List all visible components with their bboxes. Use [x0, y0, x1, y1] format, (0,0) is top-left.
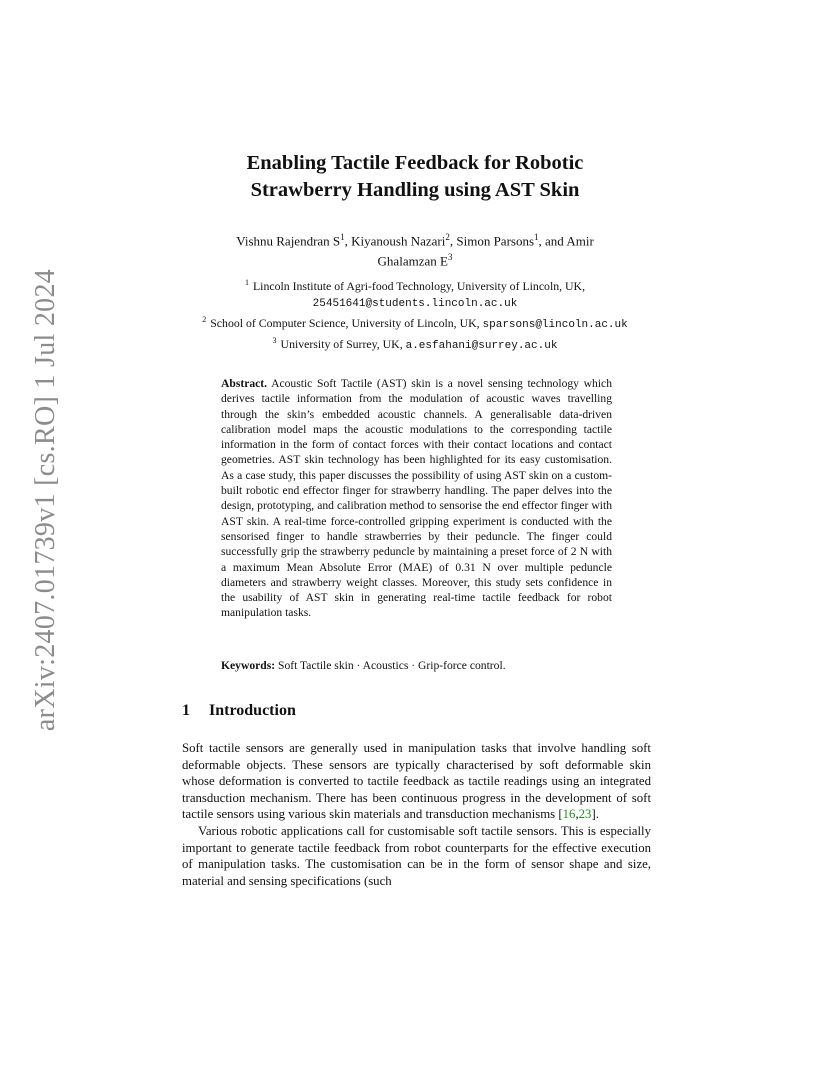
affiliation-email[interactable]: 25451641@students.lincoln.ac.uk [312, 297, 518, 310]
author-name: Simon Parsons [456, 233, 535, 249]
affiliation-3 [150, 333, 680, 354]
abstract-label: Abstract. [221, 377, 268, 390]
author-affiliation-mark: 1 [534, 232, 539, 242]
affiliation-text: Lincoln Institute of Agri-food Technology, University of Lincoln, UK, [252, 278, 586, 293]
keywords [221, 658, 612, 673]
paragraph-1 [182, 740, 651, 823]
affiliation-text: University of Surrey, UK, [280, 336, 406, 351]
citation-link[interactable]: 16 [562, 807, 576, 822]
affiliation-list [150, 275, 680, 354]
author-name: Vishnu Rajendran S [236, 233, 341, 249]
affiliation-2 [150, 312, 680, 333]
author-name: Kiyanoush Nazari [351, 233, 446, 249]
abstract-text: Acoustic Soft Tactile (AST) skin is a novel sensing technology which derives tactile information from the modulation of acoustic waves travelling through the skin’s embedded acoustic channels. A generalisable data-driven calibration model maps the acoustic modulations to the corresponding tactile information in the form of contact forces with their contact locations and contact geometries. AST skin technology has been highlighted for its easy customisation. As a case study, this paper discusses the possibility of using AST skin on a custom-built robotic end effector finger for strawberry handling. The paper delves into the design, prototyping, and calibration method to sensorise the end effector finger with AST skin. A real-time force-controlled gripping experiment is conducted with the sensorised finger to handle strawberries by their peduncle. The finger could successfully grip the strawberry peduncle by maintaining a preset force of 2 N with a maximum Mean Absolute Error (MAE) of 0.31 N over multiple peduncle diameters and strawberry weight classes. Moreover, this study sets confidence in the usability of AST skin in generating real-time tactile feedback for robot manipulation tasks. [221, 377, 612, 620]
affiliation-mark: 2 [202, 314, 207, 324]
title-line-1: Enabling Tactile Feedback for Robotic [246, 152, 584, 174]
affiliation-text: School of Computer Science, University of Lincoln, UK, [210, 315, 483, 330]
citation-bracket: [ [558, 807, 563, 822]
citation-separator: , [575, 807, 579, 822]
author-list [170, 229, 660, 270]
section-number: 1 [182, 702, 190, 719]
abstract [221, 376, 612, 621]
paragraph-2: Various robotic applications call for customisable soft tactile sensors. This is especially important to generate tactile feedback from robot counterparts for the effective execution of manipulation tasks. The customisation can be in the form of sensor shape and size, material and sensing specifications (such [182, 823, 651, 888]
section-title: Introduction [209, 702, 296, 719]
paper-title [170, 150, 660, 204]
keywords-text: Soft Tactile skin · Acoustics · Grip-force control. [278, 659, 506, 672]
title-line-2: Strawberry Handling using AST Skin [250, 179, 580, 201]
citation-link[interactable]: 23 [578, 807, 592, 822]
affiliation-email[interactable]: a.esfahani@surrey.ac.uk [405, 339, 558, 352]
affiliation-1 [150, 275, 680, 312]
paragraph-text: Soft tactile sensors are generally used in manipulation tasks that involve handling soft deformable objects. These sensors are typically characterised by soft deformable skin whose deformation is converted to tactile feedback as tactile readings using an integrated transduction mechanism. There has been continuous progress in the development of soft tactile sensors using various skin materials and transduction mechanisms [182, 741, 651, 822]
introduction-body [182, 740, 651, 889]
affiliation-mark: 1 [244, 278, 249, 287]
author-separator: , [449, 233, 457, 249]
author-separator: , [344, 233, 352, 249]
keywords-label: Keywords: [221, 659, 276, 672]
author-affiliation-mark: 2 [445, 232, 450, 242]
affiliation-email[interactable]: sparsons@lincoln.ac.uk [482, 318, 628, 331]
author-separator: , and Amir [538, 233, 594, 249]
section-heading [182, 702, 296, 720]
author-affiliation-mark: 3 [447, 252, 453, 263]
arxiv-identifier: arXiv:2407.01739v1 [cs.RO] 1 Jul 2024 [30, 268, 61, 732]
author-name: Ghalamzan E [377, 253, 448, 269]
affiliation-mark: 3 [272, 335, 277, 345]
author-affiliation-mark: 1 [340, 232, 345, 242]
citation-bracket: ]. [591, 807, 599, 822]
